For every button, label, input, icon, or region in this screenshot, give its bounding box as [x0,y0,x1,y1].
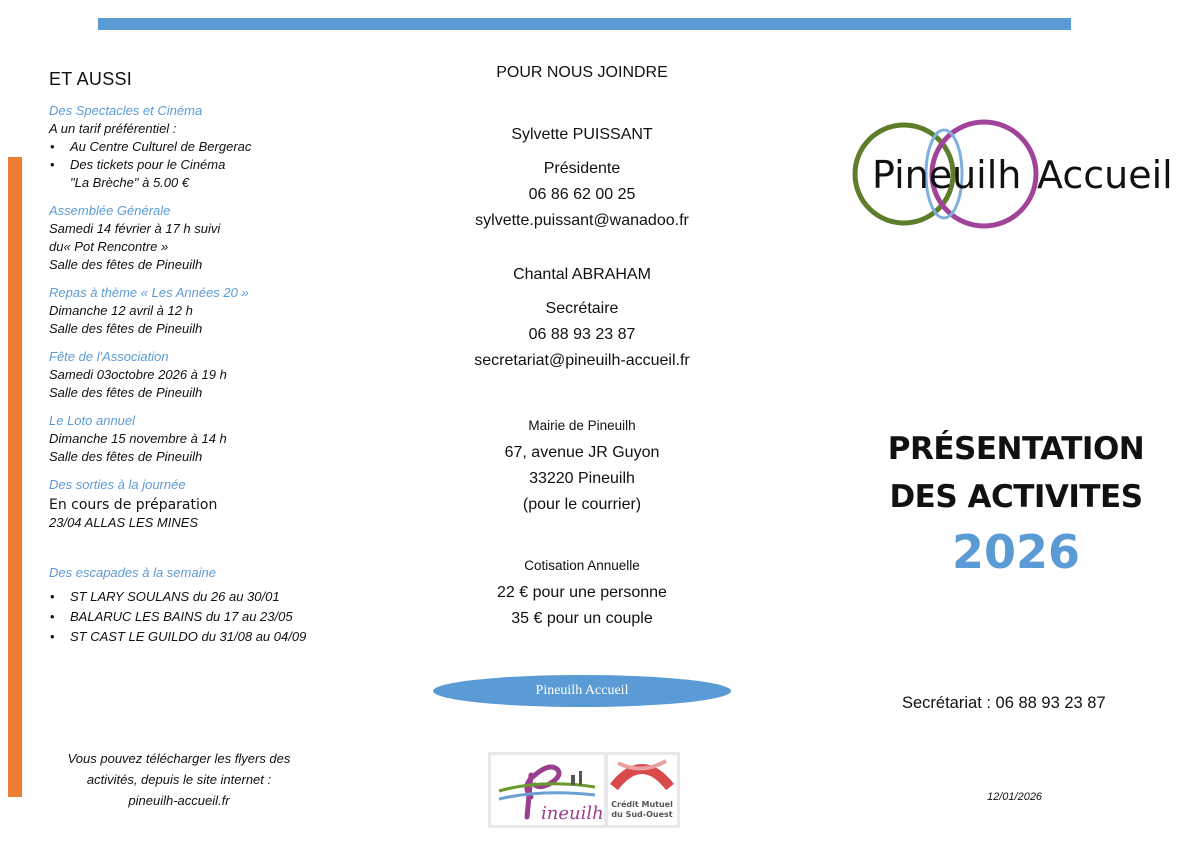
document-date: 12/01/2026 [987,791,1043,803]
contact-phone: 06 86 62 00 25 [528,186,636,203]
mairie-street: 67, avenue JR Guyon [504,444,660,461]
join-title: POUR NOUS JOINDRE [496,64,668,81]
section-title: Des sorties à la journée [49,477,186,492]
pineuilh-logo-text: ineuilh [541,803,604,824]
credit-mutuel-logo [608,755,677,825]
left-column [49,70,379,656]
website-note [49,748,309,811]
section-title: Assemblée Générale [49,203,171,218]
website-url: pineuilh-accueil.fr [128,793,230,808]
left-orange-bar [8,157,22,797]
brand-logo-icon [852,118,1182,230]
mairie-title: Mairie de Pineuilh [528,418,636,433]
brand-text-left: Pineuilh [872,153,1022,197]
section-escapades [49,564,379,646]
section-line: Salle des fêtes de Pineuilh [49,321,203,336]
list-item-text: Des tickets pour le Cinéma [70,157,226,172]
mairie-note: (pour le courrier) [522,496,642,513]
section-title: Des escapades à la semaine [49,565,216,580]
section-line: A un tarif préférentiel : [49,121,177,136]
section-spectacles [49,102,379,192]
contact-role: Secrétaire [545,300,619,317]
list-item [49,138,379,156]
section-repas [49,284,379,338]
list-item-text: Au Centre Culturel de Bergerac [70,139,252,154]
pineuilh-accueil-logo [852,118,1182,230]
mairie-city: 33220 Pineuilh [529,470,635,487]
secretariat-phone: Secrétariat : 06 88 93 23 87 [902,694,1106,712]
et-aussi-heading: ET AUSSI [49,69,133,89]
section-sorties [49,476,379,532]
website-note-line: activités, depuis le site internet : [86,772,272,787]
escapades-list [49,588,379,646]
contact-name: Sylvette PUISSANT [511,126,653,143]
section-fete [49,348,379,402]
section-line: Samedi 14 février à 17 h suivi [49,221,221,236]
list-item-continuation: "La Brèche" à 5.00 € [70,175,190,190]
contact-name: Chantal ABRAHAM [513,266,651,283]
list-item: • ST LARY SOULANS du 26 au 30/01 [49,588,379,606]
contact-email: sylvette.puissant@wanadoo.fr [475,212,689,229]
brand-text-right: Accueil [1037,153,1173,197]
title-line: PRÉSENTATION [887,431,1145,467]
section-title: Fête de l'Association [49,349,169,364]
website-note-line: Vous pouvez télécharger les flyers des [67,751,291,766]
contact-email: secretariat@pineuilh-accueil.fr [474,352,690,369]
section-line: du« Pot Rencontre » [49,239,169,254]
title-line: DES ACTIVITES [889,479,1143,515]
title-year: 2026 [951,525,1081,579]
section-line: Dimanche 15 novembre à 14 h [49,431,227,446]
cotisation-single: 22 € pour une personne [497,584,667,601]
section-line: Salle des fêtes de Pineuilh [49,257,203,272]
section-line: Samedi 03octobre 2026 à 19 h [49,367,227,382]
list-item: • ST CAST LE GUILDO du 31/08 au 04/09 [49,628,379,646]
credit-mutuel-icon [608,755,677,825]
top-blue-bar [98,18,1071,30]
section-line: Salle des fêtes de Pineuilh [49,385,203,400]
section-line: Salle des fêtes de Pineuilh [49,449,203,464]
pineuilh-logo-icon [491,755,604,825]
section-title: Le Loto annuel [49,413,136,428]
section-title: Repas à thème « Les Années 20 » [49,285,249,300]
pineuilh-town-logo [491,755,604,825]
section-line: Dimanche 12 avril à 12 h [49,303,193,318]
document-title [878,425,1154,581]
spectacles-list [49,138,379,192]
list-item [49,156,379,192]
section-line: 23/04 ALLAS LES MINES [49,515,199,530]
section-line: En cours de préparation [49,497,218,513]
cotisation-title: Cotisation Annuelle [524,558,640,573]
credit-mutuel-text: Crédit Mutuel [611,800,673,809]
section-title: Des Spectacles et Cinéma [49,103,203,118]
credit-mutuel-text: du Sud-Ouest [611,810,673,819]
section-assemblee [49,202,379,274]
contact-role: Présidente [543,160,621,177]
contact-phone: 06 88 93 23 87 [528,326,636,343]
cotisation-couple: 35 € pour un couple [511,610,653,627]
sponsor-logos [488,752,680,828]
list-item: • BALARUC LES BAINS du 17 au 23/05 [49,608,379,626]
pineuilh-accueil-oval: Pineuilh Accueil [433,675,731,707]
section-loto [49,412,379,466]
